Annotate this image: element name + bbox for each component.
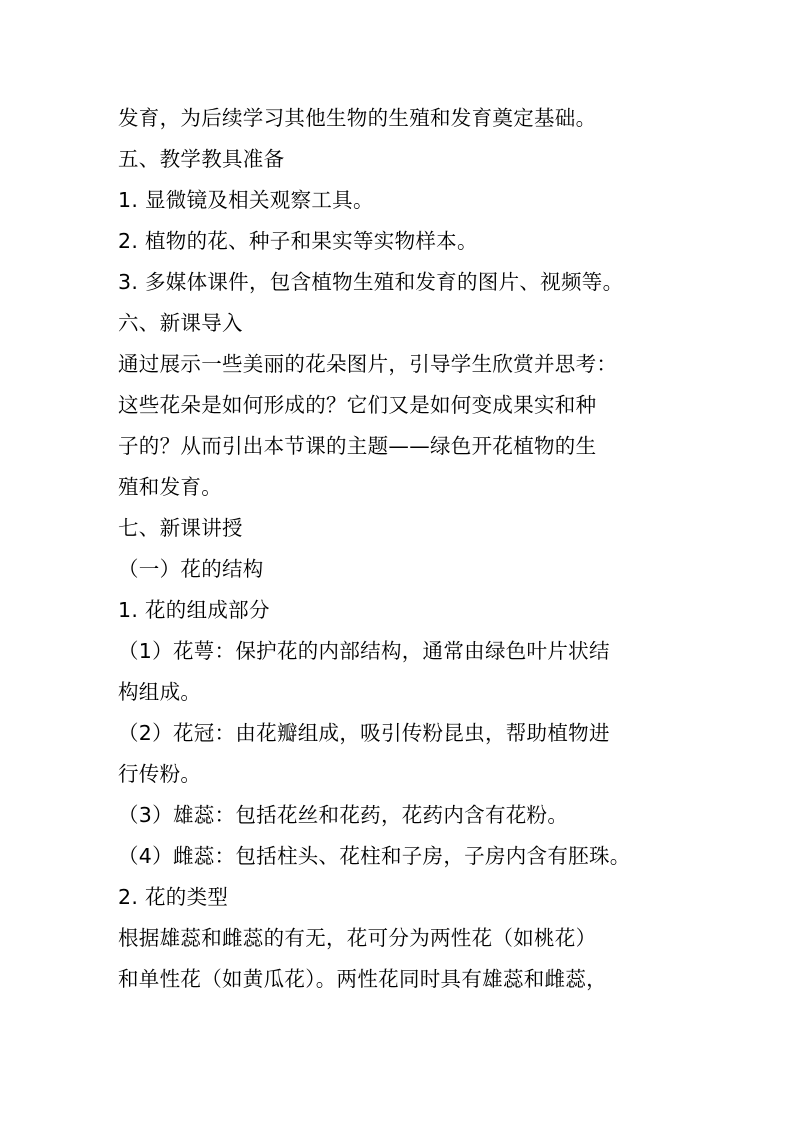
list-item: （1）花萼：保护花的内部结构，通常由绿色叶片状结 — [118, 639, 610, 663]
list-item: 1. 显微镜及相关观察工具。 — [118, 188, 374, 212]
text-line: 根据雄蕊和雌蕊的有无，花可分为两性花（如桃花） — [118, 926, 597, 950]
list-item: 3. 多媒体课件，包含植物生殖和发育的图片、视频等。 — [118, 270, 624, 294]
list-item: （2）花冠：由花瓣组成，吸引传粉昆虫，帮助植物进 — [118, 721, 610, 745]
section-heading: 六、新课导入 — [118, 311, 243, 335]
text-line: 这些花朵是如何形成的？它们又是如何变成果实和种 — [118, 393, 597, 417]
section-heading: 七、新课讲授 — [118, 516, 243, 540]
section-heading: 五、教学教具准备 — [118, 147, 285, 171]
subsection-heading: （一）花的结构 — [118, 557, 264, 581]
list-item: 1. 花的组成部分 — [118, 598, 270, 622]
list-item: 2. 花的类型 — [118, 885, 229, 909]
text-line: 子的？从而引出本节课的主题——绿色开花植物的生 — [118, 434, 597, 458]
text-line: 和单性花（如黄瓜花）。两性花同时具有雄蕊和雌蕊， — [118, 967, 607, 991]
text-line: 发育，为后续学习其他生物的生殖和发育奠定基础。 — [118, 106, 597, 130]
list-item: （4）雌蕊：包括柱头、花柱和子房，子房内含有胚珠。 — [118, 844, 631, 868]
text-line: 通过展示一些美丽的花朵图片，引导学生欣赏并思考： — [118, 352, 618, 376]
list-item: （3）雄蕊：包括花丝和花药，花药内含有花粉。 — [118, 803, 569, 827]
text-line: 构组成。 — [118, 680, 202, 704]
text-line: 殖和发育。 — [118, 475, 222, 499]
list-item: 2. 植物的花、种子和果实等实物样本。 — [118, 229, 478, 253]
text-line: 行传粉。 — [118, 762, 202, 786]
